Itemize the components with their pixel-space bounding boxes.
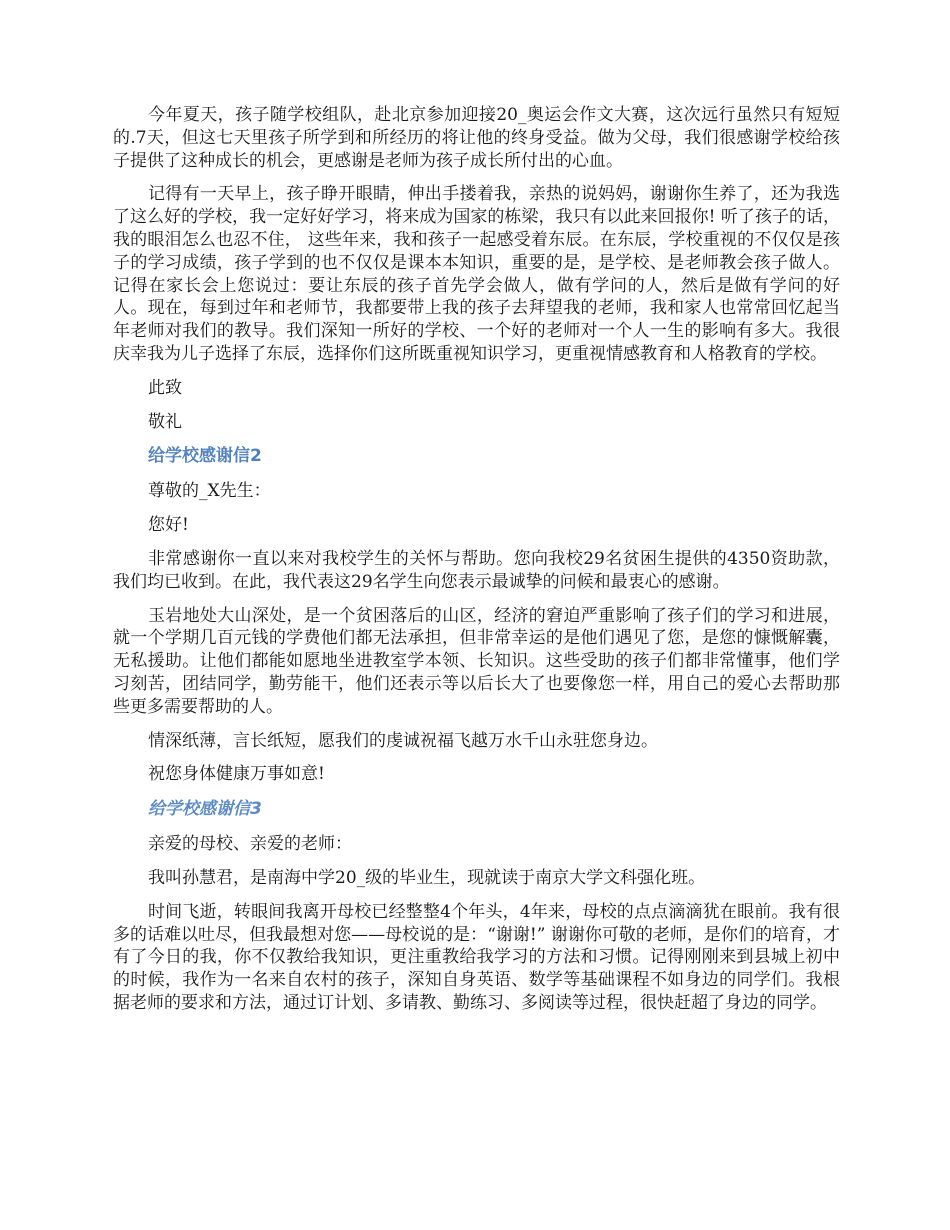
letter2-paragraph-1: 非常感谢你一直以来对我校学生的关怀与帮助。您向我校29名贫困生提供的4350资助款，我们均已收到。在此，我代表这29名学生向您表示最诚挚的问候和最衷心的感谢。: [113, 548, 840, 592]
letter2-heading: 给学校感谢信2: [148, 446, 262, 467]
letter2-salutation: 尊敬的_X先生：: [148, 481, 271, 502]
letter1-paragraph-1: 今年夏天，孩子随学校组队，赴北京参加迎接20_奥运会作文大赛，这次远行虽然只有短短的.7天，但这七天里孩子所学到和所经历的将让他的终身受益。做为父母，我们很感谢学校给孩子提供了这种成长的机会，更感谢是老师为孩子成长所付出的心血。: [113, 105, 840, 171]
document-page: [113, 104, 840, 1026]
letter3-salutation: 亲爱的母校、亲爱的老师：: [148, 834, 352, 855]
letter1-paragraph-2: 记得有一天早上，孩子睁开眼睛，伸出手搂着我，亲热的说妈妈，谢谢你生养了，还为我选了这么好的学校，我一定好好学习，将来成为国家的栋梁，我只有以此来回报你! 听了孩子的话，我的眼泪怎么也忍不住， 这些年来，我和孩子一起感受着东辰。在东辰，学校重视的不仅仅是孩子的学习成绩，孩子学到的也不仅仅是课本本知识，重要的是，是学校、是老师教会孩子做人。记得在家长会上您说过：要让东辰的孩子首先学会做人，做有学问的人，然后是做有学问的好人。现在，每到过年和老师节，我都要带上我的孩子去拜望我的老师，我和家人也常常回忆起当年老师对我们的教导。我们深知一所好的学校、一个好的老师对一个人一生的影响有多大。我很庆幸我为儿子选择了东辰，选择你们这所既重视知识学习，更重视情感教育和人格教育的学校。: [113, 184, 840, 364]
letter2-wish-line-1: 情深纸薄，言长纸短，愿我们的虔诚祝福飞越万水千山永驻您身边。: [148, 730, 658, 751]
letter3-intro: 我叫孙慧君，是南海中学20_级的毕业生，现就读于南京大学文科强化班。: [148, 867, 706, 888]
letter1-closing-1: 此致: [148, 377, 182, 398]
letter3-paragraph-1: 时间飞逝，转眼间我离开母校已经整整4个年头，4年来，母校的点点滴滴犹在眼前。我有很多的话难以吐尽，但我最想对您——母校说的是：“谢谢!” 谢谢你可敬的老师，是你们的培育，才有了今日的我，你不仅教给我知识，更注重教给我学习的方法和习惯。记得刚刚来到县城上初中的时候，我作为一名来自农村的孩子，深知自身英语、数学等基础课程不如身边的同学们。我根据老师的要求和方法，通过订计划、多请教、勤练习、多阅读等过程，很快赶超了身边的同学。: [113, 901, 840, 1013]
letter1-closing-2: 敬礼: [148, 411, 182, 432]
letter3-heading: 给学校感谢信3: [148, 799, 262, 820]
letter2-paragraph-2: 玉岩地处大山深处，是一个贫困落后的山区，经济的窘迫严重影响了孩子们的学习和进展，就一个学期几百元钱的学费他们都无法承担，但非常幸运的是他们遇见了您，是您的慷慨解囊，无私援助。让他们都能如愿地坐进教室学本领、长知识。这些受助的孩子们都非常懂事，他们学习刻苦，团结同学，勤劳能干，他们还表示等以后长大了也要像您一样，用自己的爱心去帮助那些更多需要帮助的人。: [113, 605, 840, 717]
letter2-wish-line-2: 祝您身体健康万事如意!: [148, 764, 325, 785]
letter2-greeting: 您好!: [148, 515, 189, 536]
